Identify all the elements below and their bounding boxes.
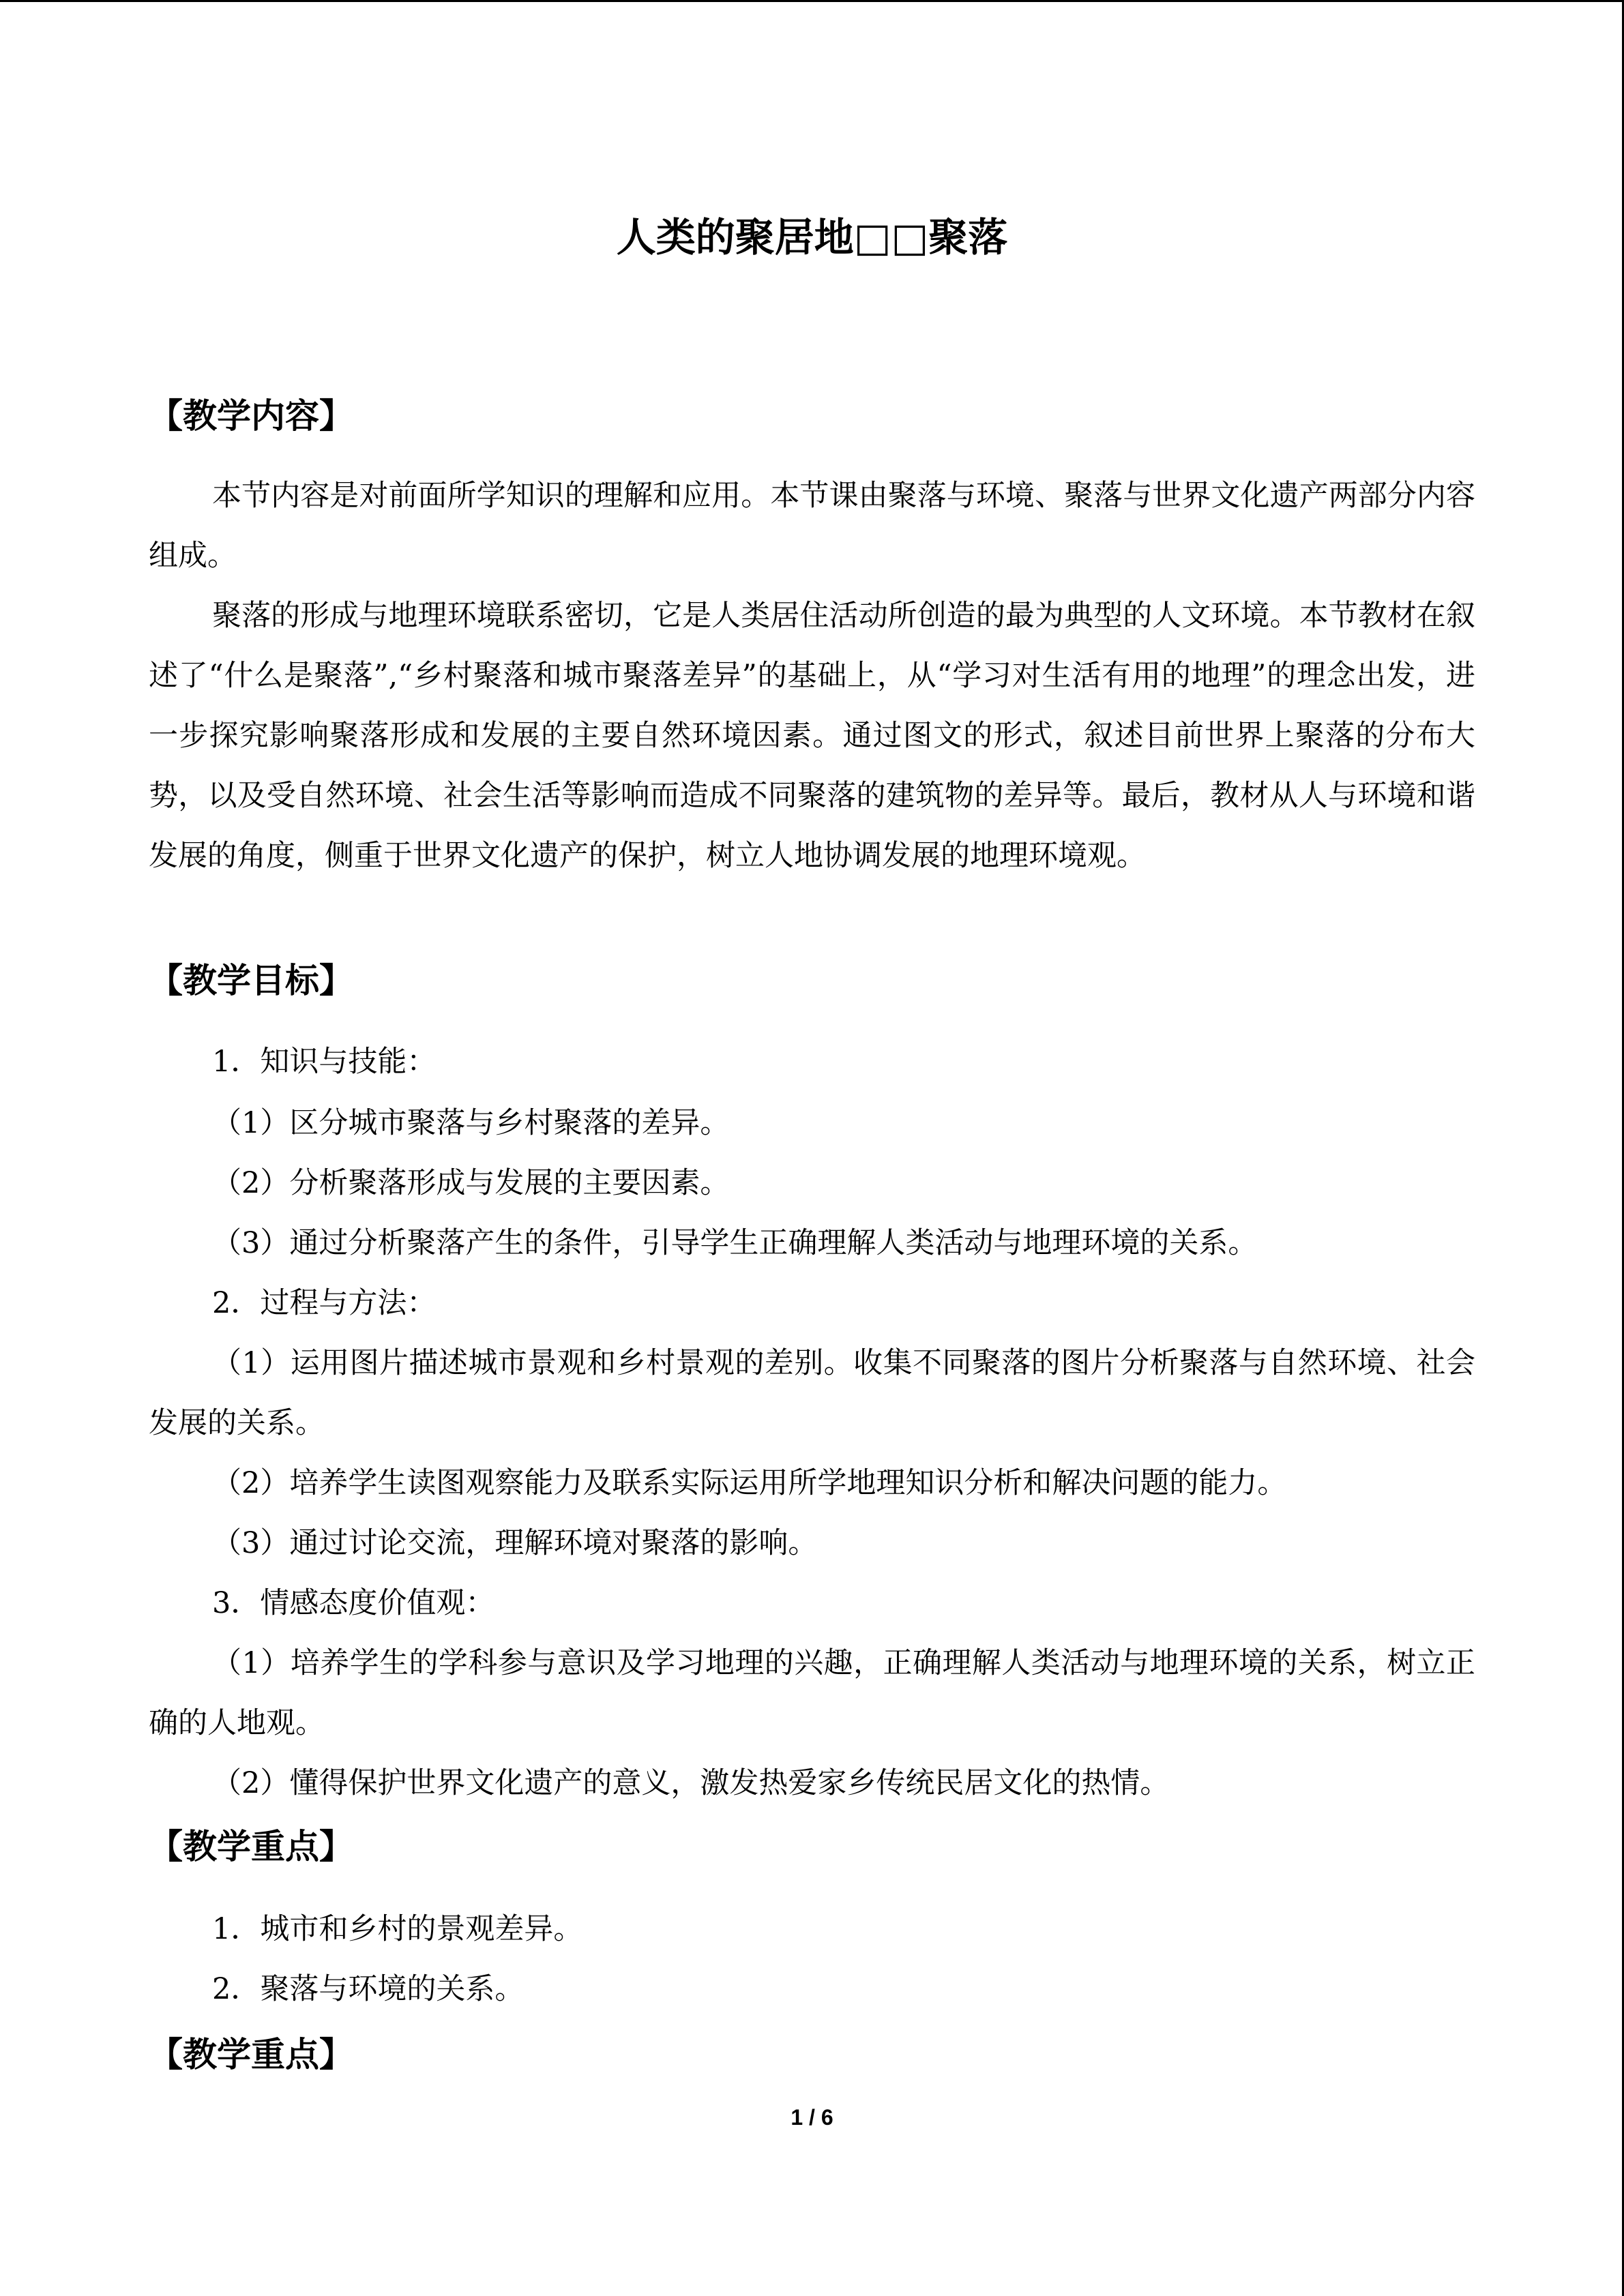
section-heading-objectives: 【教学目标】 [149,960,353,1000]
objective-item: （1）运用图片描述城市景观和乡村景观的差别。收集不同聚落的图片分析聚落与自然环境、社会发展的关系。 [149,1346,1475,1440]
objective-item: （2）分析聚落形成与发展的主要因素。 [212,1166,730,1200]
key-point-item: 2．聚落与环境的关系。 [212,1972,525,2006]
key-point-item: 1．城市和乡村的景观差异。 [212,1912,583,1946]
objective-item: （3）通过讨论交流，理解环境对聚落的影响。 [212,1526,818,1560]
objective-item: （2）懂得保护世界文化遗产的意义，激发热爱家乡传统民居文化的热情。 [212,1766,1170,1800]
objective-group-label-2: 2．过程与方法： [212,1286,437,1320]
objective-group-label-3: 3．情感态度价值观： [212,1586,495,1620]
section-heading-key-points-2: 【教学重点】 [149,2034,353,2074]
page-number: 1 / 6 [791,2105,833,2130]
objective-item: （1）区分城市聚落与乡村聚落的差异。 [212,1106,730,1140]
objective-group-label-1: 1．知识与技能： [212,1045,437,1079]
objective-item: （3）通过分析聚落产生的条件，引导学生正确理解人类活动与地理环境的关系。 [212,1226,1258,1260]
content-paragraph-2: 聚落的形成与地理环境联系密切，它是人类居住活动所创造的最为典型的人文环境。本节教材在叙述了“什么是聚落”,“乡村聚落和城市聚落差异”的基础上，从“学习对生活有用的地理”的理念出发，进一步探究影响聚落形成和发展的主要自然环境因素。通过图文的形式，叙述目前世界上聚落的分布大势，以及受自然环境、社会生活等影响而造成不同聚落的建筑物的差异等。最后，教材从人与环境和谐发展的角度，侧重于世界文化遗产的保护，树立人地协调发展的地理环境观。 [149,599,1475,873]
document-title: 人类的聚居地□□聚落 [616,214,1008,260]
content-paragraph-1: 本节内容是对前面所学知识的理解和应用。本节课由聚落与环境、聚落与世界文化遗产两部分内容组成。 [149,479,1475,573]
objective-item: （1）培养学生的学科参与意识及学习地理的兴趣，正确理解人类活动与地理环境的关系，树立正确的人地观。 [149,1646,1475,1740]
section-heading-key-points: 【教学重点】 [149,1826,353,1866]
objective-item: （2）培养学生读图观察能力及联系实际运用所学地理知识分析和解决问题的能力。 [212,1466,1287,1500]
section-heading-content: 【教学内容】 [149,396,353,436]
